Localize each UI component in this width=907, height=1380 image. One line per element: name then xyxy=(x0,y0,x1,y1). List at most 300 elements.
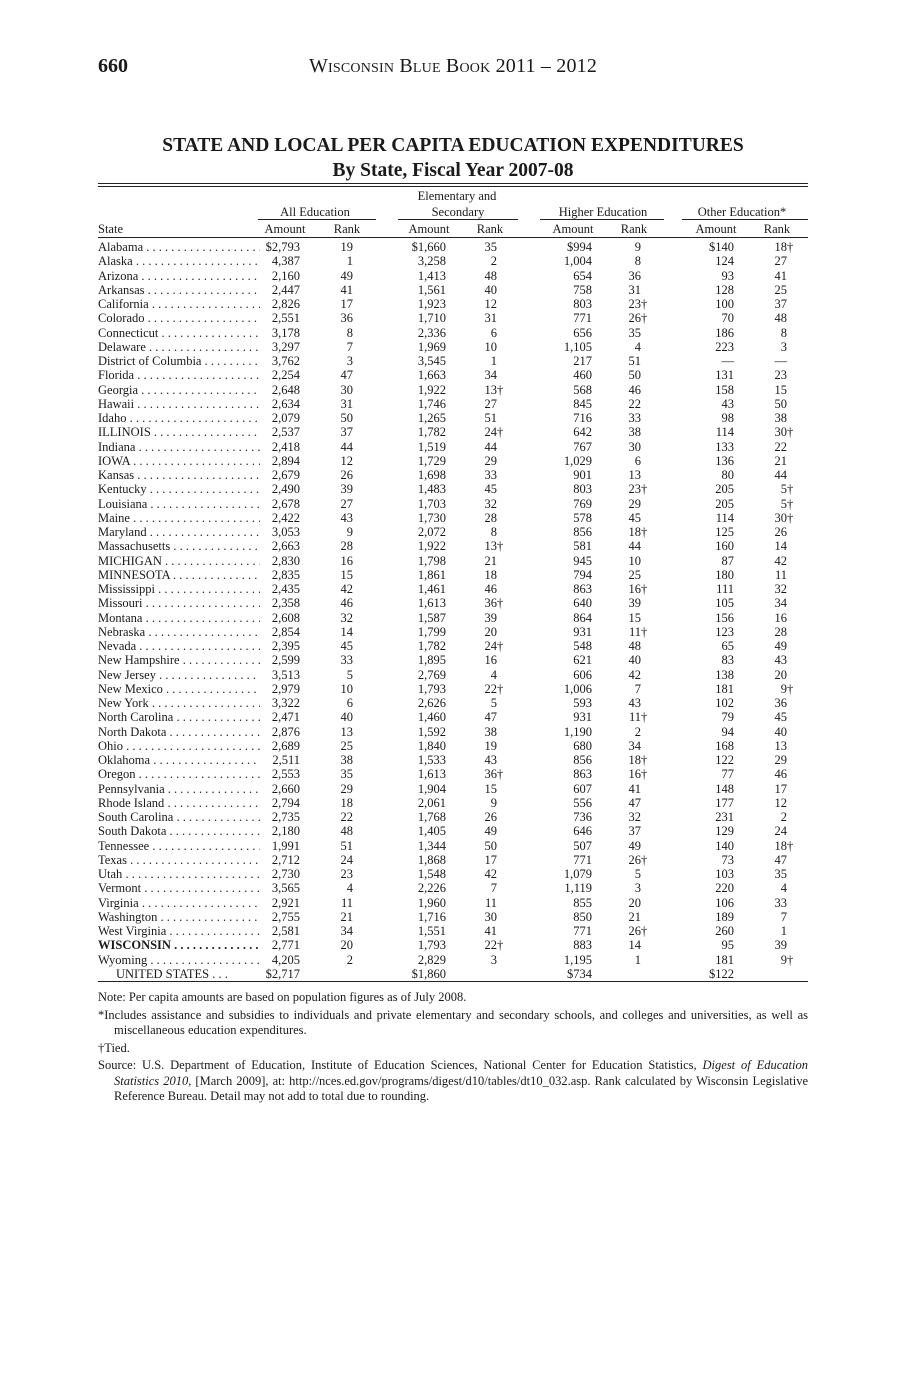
elementary-amount xyxy=(390,383,446,397)
elementary-amount-value: 1,265 xyxy=(417,411,446,425)
elementary-rank-value: 24 xyxy=(484,425,497,440)
elementary-amount xyxy=(390,924,446,938)
other-education-rank xyxy=(738,368,794,382)
higher-education-amount-value: 1,079 xyxy=(563,867,592,881)
all-education-amount-value: 2,608 xyxy=(271,610,300,625)
higher-education-amount-value: 769 xyxy=(573,496,592,511)
elementary-amount xyxy=(390,668,446,682)
elementary-amount xyxy=(390,767,446,781)
all-education-amount xyxy=(246,383,300,397)
higher-education-rank xyxy=(594,283,648,297)
elementary-rank xyxy=(450,639,504,653)
table-row xyxy=(98,554,808,568)
state-name: Montana . . . xyxy=(98,611,260,625)
elementary-rank xyxy=(450,454,504,468)
other-education-rank xyxy=(738,682,794,696)
state-name: Indiana . . . xyxy=(98,440,260,454)
source-prefix: Source: U.S. Department of Education, Institute of Education Sciences, National Center for Education Statistics, xyxy=(98,1058,703,1072)
elementary-amount xyxy=(390,340,446,354)
other-education-amount xyxy=(684,482,734,496)
all-education-rank xyxy=(304,824,360,838)
other-education-amount-value: 80 xyxy=(721,468,734,482)
higher-education-amount-value: 507 xyxy=(573,838,592,853)
all-education-rank-value: 41 xyxy=(340,282,353,297)
other-education-rank xyxy=(738,710,794,724)
higher-education-amount-value: 767 xyxy=(573,439,592,454)
all-education-rank xyxy=(304,881,360,895)
other-education-amount-value: 83 xyxy=(721,653,734,668)
higher-education-rank xyxy=(594,240,648,254)
elementary-amount-value: 1,344 xyxy=(417,838,446,853)
higher-education-rank-value: 1 xyxy=(634,952,641,967)
table-bottom-rule xyxy=(98,981,808,982)
elementary-rank-value: 21 xyxy=(484,553,497,568)
note-tied: †Tied. xyxy=(98,1040,130,1055)
other-education-rank xyxy=(738,953,794,967)
elementary-amount xyxy=(390,753,446,767)
elementary-rank-value: 2 xyxy=(490,254,497,269)
elementary-amount-value: 1,698 xyxy=(417,468,446,482)
higher-education-amount-value: 794 xyxy=(573,567,592,582)
all-education-amount xyxy=(246,326,300,340)
all-education-amount xyxy=(246,311,300,325)
state-name: Pennsylvania . . . xyxy=(98,782,260,796)
all-education-rank-value: 5 xyxy=(346,667,353,682)
higher-education-amount xyxy=(538,810,592,824)
elementary-rank-value: 10 xyxy=(484,339,497,354)
elementary-rank-value: 33 xyxy=(484,468,497,482)
all-education-rank-value: 45 xyxy=(340,639,353,653)
elementary-amount xyxy=(390,240,446,254)
state-name: Massachusetts . . . xyxy=(98,539,260,553)
elementary-rank-value: 4 xyxy=(490,667,497,682)
elementary-rank xyxy=(450,924,504,938)
elementary-amount xyxy=(390,397,446,411)
other-education-amount-value: 87 xyxy=(721,553,734,568)
all-education-amount xyxy=(246,739,300,753)
all-education-rank-value: 40 xyxy=(340,710,353,725)
higher-education-rank xyxy=(594,725,648,739)
state-name: Washington . . . xyxy=(98,910,260,924)
total-elementary-amount-value: $1,860 xyxy=(411,966,446,981)
other-education-amount-value: 93 xyxy=(721,268,734,283)
higher-education-rank-value: 39 xyxy=(628,596,641,611)
other-education-amount-value: 186 xyxy=(715,325,734,340)
higher-education-rank xyxy=(594,568,648,582)
all-education-rank xyxy=(304,297,360,311)
other-education-amount-value: 156 xyxy=(715,610,734,625)
elementary-amount-value: 1,413 xyxy=(417,268,446,283)
state-name: Maryland . . . xyxy=(98,525,260,539)
other-education-amount xyxy=(684,340,734,354)
note-population: Note: Per capita amounts are based on population figures as of July 2008. xyxy=(98,990,467,1004)
other-education-amount-value: 158 xyxy=(715,382,734,397)
elementary-rank-value: 19 xyxy=(484,738,497,753)
higher-education-rank xyxy=(594,554,648,568)
higher-education-rank-value: 37 xyxy=(628,824,641,839)
higher-education-amount-value: 803 xyxy=(573,482,592,497)
all-education-amount xyxy=(246,881,300,895)
elementary-amount-value: 1,405 xyxy=(417,824,446,839)
higher-education-rank xyxy=(594,696,648,710)
all-education-amount-value: 2,678 xyxy=(271,496,300,511)
higher-education-rank-value: 14 xyxy=(628,938,641,953)
higher-education-amount xyxy=(538,938,592,952)
all-education-rank xyxy=(304,938,360,952)
source-title: Digest of Education Statistics 2010, xyxy=(114,1058,808,1088)
all-education-amount-value: 4,205 xyxy=(271,952,300,967)
state-name: North Carolina . . . xyxy=(98,710,260,724)
table-row xyxy=(98,796,808,810)
higher-education-amount xyxy=(538,611,592,625)
higher-education-amount-value: 901 xyxy=(573,468,592,482)
higher-education-amount xyxy=(538,682,592,696)
elementary-rank xyxy=(450,696,504,710)
all-education-rank xyxy=(304,596,360,610)
table-row xyxy=(98,582,808,596)
elementary-rank xyxy=(450,810,504,824)
elementary-rank-value: 36 xyxy=(484,767,497,782)
elementary-rank xyxy=(450,539,504,553)
other-education-rank-value: 45 xyxy=(774,710,787,725)
other-education-rank xyxy=(738,810,794,824)
all-education-rank-value: 39 xyxy=(340,482,353,497)
other-education-amount xyxy=(684,611,734,625)
other-education-rank-value: 34 xyxy=(774,596,787,611)
elementary-rank xyxy=(450,311,504,325)
all-education-rank-value: 1 xyxy=(346,254,353,269)
table-row xyxy=(98,468,808,482)
higher-education-amount-value: $994 xyxy=(567,240,592,254)
state-name: Kentucky . . . xyxy=(98,482,260,496)
higher-education-rank xyxy=(594,425,648,439)
higher-education-rank-value: 2 xyxy=(634,724,641,739)
higher-education-rank-value: 50 xyxy=(628,368,641,383)
higher-education-amount-value: 945 xyxy=(573,553,592,568)
other-education-amount xyxy=(684,753,734,767)
elementary-amount-value: 1,746 xyxy=(417,396,446,411)
all-education-amount-value: 2,395 xyxy=(271,639,300,653)
other-education-rank-value: 39 xyxy=(774,938,787,953)
table-row xyxy=(98,525,808,539)
elementary-amount xyxy=(390,853,446,867)
other-education-rank-value: 25 xyxy=(774,282,787,297)
all-education-rank-value: 17 xyxy=(340,297,353,311)
other-education-rank xyxy=(738,611,794,625)
elementary-rank-value: 30 xyxy=(484,909,497,924)
all-education-amount xyxy=(246,696,300,710)
elementary-amount xyxy=(390,454,446,468)
higher-education-rank xyxy=(594,653,648,667)
higher-education-rank-value: 15 xyxy=(628,610,641,625)
higher-education-amount-value: 656 xyxy=(573,325,592,340)
elementary-amount xyxy=(390,297,446,311)
other-education-amount-value: 223 xyxy=(715,339,734,354)
higher-education-rank-value: 3 xyxy=(634,881,641,896)
elementary-amount-value: 1,729 xyxy=(417,453,446,468)
elementary-rank-value: 42 xyxy=(484,867,497,881)
higher-education-amount xyxy=(538,596,592,610)
all-education-rank-value: 25 xyxy=(340,738,353,753)
all-education-rank-value: 32 xyxy=(340,610,353,625)
other-education-amount xyxy=(684,354,734,368)
other-education-amount-value: 220 xyxy=(715,881,734,896)
all-education-amount-value: 2,689 xyxy=(271,738,300,753)
all-education-amount xyxy=(246,340,300,354)
higher-education-amount xyxy=(538,582,592,596)
higher-education-amount-value: 556 xyxy=(573,795,592,810)
other-education-amount xyxy=(684,283,734,297)
tie-marker: † xyxy=(497,382,504,397)
other-education-amount-value: 124 xyxy=(715,254,734,269)
all-education-rank xyxy=(304,767,360,781)
elementary-rank-value: 7 xyxy=(490,881,497,896)
elementary-rank xyxy=(450,881,504,895)
other-education-amount-value: 180 xyxy=(715,567,734,582)
all-education-rank xyxy=(304,653,360,667)
state-name: California . . . xyxy=(98,297,260,311)
all-education-rank xyxy=(304,539,360,553)
higher-education-rank-value: 23 xyxy=(628,297,641,311)
column-header-el-amount: Amount xyxy=(408,222,450,236)
higher-education-rank xyxy=(594,383,648,397)
elementary-rank-value: 45 xyxy=(484,482,497,497)
all-education-rank-value: 2 xyxy=(346,952,353,967)
elementary-rank-value: 24 xyxy=(484,639,497,653)
elementary-amount-value: 1,768 xyxy=(417,810,446,824)
elementary-rank-value: 27 xyxy=(484,396,497,411)
all-education-rank-value: 6 xyxy=(346,696,353,710)
other-education-rank-value: 1 xyxy=(780,924,787,938)
table-title-main: STATE AND LOCAL PER CAPITA EDUCATION EXPENDITURES xyxy=(162,135,744,156)
other-education-rank-value: 5 xyxy=(780,482,787,497)
elementary-amount xyxy=(390,739,446,753)
all-education-rank xyxy=(304,340,360,354)
all-education-rank-value: 10 xyxy=(340,681,353,696)
state-name: Delaware . . . xyxy=(98,340,260,354)
other-education-amount xyxy=(684,554,734,568)
higher-education-amount-value: 863 xyxy=(573,582,592,596)
state-name: Mississippi . . . xyxy=(98,582,260,596)
all-education-rank-value: 22 xyxy=(340,810,353,824)
elementary-rank-value: 41 xyxy=(484,924,497,938)
all-education-amount-value: 2,537 xyxy=(271,425,300,440)
source-suffix: [March 2009], at: http://nces.ed.gov/programs/digest/d10/tables/dt10_032.asp. Rank calculated by Wisconsin Legislative Reference Bureau. Detail may not add to total due to rounding. xyxy=(114,1073,808,1103)
all-education-rank xyxy=(304,525,360,539)
table-row xyxy=(98,568,808,582)
other-education-rank xyxy=(738,668,794,682)
elementary-rank-value: 46 xyxy=(484,582,497,596)
other-education-amount-value: 133 xyxy=(715,439,734,454)
group-header-all-education: All Education xyxy=(280,205,350,219)
header-bottom-rule xyxy=(98,237,808,238)
table-title-sub: By State, Fiscal Year 2007-08 xyxy=(332,160,574,181)
other-education-rank xyxy=(738,839,794,853)
table-row xyxy=(98,625,808,639)
table-row xyxy=(98,311,808,325)
state-name: MICHIGAN . . . xyxy=(98,554,260,568)
note-asterisk: *Includes assistance and subsidies to individuals and private elementary and secondary schools, and colleges and universities, as well as miscellaneous education expenditures. xyxy=(98,1007,808,1037)
elementary-rank-value: 12 xyxy=(484,297,497,311)
elementary-amount xyxy=(390,810,446,824)
table-row xyxy=(98,853,808,867)
all-education-amount-value: 2,921 xyxy=(271,895,300,910)
elementary-amount-value: 1,922 xyxy=(417,382,446,397)
all-education-amount-value: 2,581 xyxy=(271,924,300,938)
higher-education-amount xyxy=(538,867,592,881)
higher-education-amount xyxy=(538,440,592,454)
state-name: ILLINOIS . . . xyxy=(98,425,260,439)
elementary-amount-value: 2,626 xyxy=(417,696,446,710)
table-row xyxy=(98,881,808,895)
other-education-rank-value: 4 xyxy=(780,881,787,896)
elementary-rank xyxy=(450,938,504,952)
other-education-rank-value: — xyxy=(774,354,787,368)
other-education-amount xyxy=(684,582,734,596)
elementary-rank xyxy=(450,497,504,511)
elementary-amount xyxy=(390,468,446,482)
higher-education-amount-value: 568 xyxy=(573,382,592,397)
elementary-amount xyxy=(390,953,446,967)
all-education-amount-value: 2,079 xyxy=(271,411,300,425)
total-all-amount xyxy=(246,967,300,981)
all-education-rank xyxy=(304,639,360,653)
all-education-amount xyxy=(246,539,300,553)
other-education-rank xyxy=(738,725,794,739)
state-name: WISCONSIN . . . xyxy=(98,938,260,952)
higher-education-amount-value: 640 xyxy=(573,596,592,611)
elementary-rank-value: 35 xyxy=(484,240,497,254)
other-education-rank-value: 14 xyxy=(774,539,787,554)
other-education-amount xyxy=(684,881,734,895)
other-education-rank xyxy=(738,340,794,354)
higher-education-amount-value: 1,004 xyxy=(563,254,592,269)
elementary-amount xyxy=(390,269,446,283)
elementary-amount-value: 1,895 xyxy=(417,653,446,668)
state-name: Nebraska . . . xyxy=(98,625,260,639)
elementary-rank xyxy=(450,653,504,667)
elementary-amount-value: 1,561 xyxy=(417,282,446,297)
other-education-amount-value: 168 xyxy=(715,738,734,753)
higher-education-amount-value: 548 xyxy=(573,639,592,653)
other-education-rank xyxy=(738,297,794,311)
all-education-rank xyxy=(304,482,360,496)
other-education-rank xyxy=(738,511,794,525)
state-name: Oklahoma . . . xyxy=(98,753,260,767)
higher-education-amount xyxy=(538,397,592,411)
higher-education-rank-value: 11 xyxy=(628,624,641,639)
state-name: Missouri . . . xyxy=(98,596,260,610)
other-education-rank-value: 5 xyxy=(780,496,787,511)
all-education-amount-value: 2,551 xyxy=(271,311,300,326)
other-education-amount xyxy=(684,696,734,710)
elementary-amount-value: 1,587 xyxy=(417,610,446,625)
higher-education-rank-value: 9 xyxy=(634,240,641,254)
higher-education-rank xyxy=(594,468,648,482)
higher-education-amount-value: 845 xyxy=(573,396,592,411)
other-education-amount xyxy=(684,568,734,582)
all-education-rank xyxy=(304,953,360,967)
all-education-rank xyxy=(304,739,360,753)
elementary-amount xyxy=(390,525,446,539)
all-education-amount xyxy=(246,468,300,482)
all-education-amount xyxy=(246,525,300,539)
total-row xyxy=(98,967,808,981)
elementary-amount-value: 1,793 xyxy=(417,681,446,696)
higher-education-rank-value: 35 xyxy=(628,325,641,340)
higher-education-amount xyxy=(538,525,592,539)
column-header-el-rank: Rank xyxy=(476,222,504,236)
all-education-rank-value: 29 xyxy=(340,781,353,796)
higher-education-rank xyxy=(594,796,648,810)
elementary-rank xyxy=(450,824,504,838)
other-education-rank-value: 21 xyxy=(774,453,787,468)
elementary-amount xyxy=(390,311,446,325)
higher-education-rank-value: 22 xyxy=(628,396,641,411)
other-education-rank-value: 35 xyxy=(774,867,787,881)
column-header-ot-rank: Rank xyxy=(763,222,791,236)
elementary-rank xyxy=(450,839,504,853)
other-education-amount-value: 136 xyxy=(715,453,734,468)
elementary-amount-value: 1,663 xyxy=(417,368,446,383)
other-education-amount-value: 231 xyxy=(715,810,734,824)
elementary-amount-value: 1,613 xyxy=(417,767,446,782)
elementary-rank-value: 51 xyxy=(484,411,497,425)
table-row xyxy=(98,340,808,354)
all-education-amount xyxy=(246,710,300,724)
other-education-rank-value: 28 xyxy=(774,624,787,639)
elementary-amount-value: 1,703 xyxy=(417,496,446,511)
other-education-amount xyxy=(684,796,734,810)
elementary-amount xyxy=(390,554,446,568)
higher-education-rank xyxy=(594,938,648,952)
all-education-amount-value: 2,358 xyxy=(271,596,300,611)
higher-education-rank-value: 4 xyxy=(634,339,641,354)
other-education-rank xyxy=(738,269,794,283)
all-education-rank-value: 36 xyxy=(340,311,353,326)
all-education-amount xyxy=(246,254,300,268)
higher-education-amount xyxy=(538,881,592,895)
tie-marker: † xyxy=(641,924,648,938)
other-education-amount xyxy=(684,625,734,639)
elementary-rank xyxy=(450,953,504,967)
higher-education-rank-value: 40 xyxy=(628,653,641,668)
higher-education-amount xyxy=(538,639,592,653)
elementary-rank xyxy=(450,554,504,568)
higher-education-rank-value: 33 xyxy=(628,411,641,425)
higher-education-amount-value: 1,029 xyxy=(563,453,592,468)
other-education-amount xyxy=(684,440,734,454)
all-education-amount-value: 3,565 xyxy=(271,881,300,896)
group-header-elementary-line2: Secondary xyxy=(431,205,485,219)
all-education-rank xyxy=(304,782,360,796)
higher-education-rank-value: 8 xyxy=(634,254,641,269)
other-education-amount-value: 123 xyxy=(715,624,734,639)
other-education-amount-value: 260 xyxy=(715,924,734,938)
all-education-rank-value: 33 xyxy=(340,653,353,668)
elementary-rank-value: 17 xyxy=(484,852,497,867)
group-underline-other xyxy=(682,219,808,220)
elementary-amount xyxy=(390,582,446,596)
higher-education-amount xyxy=(538,710,592,724)
other-education-amount-value: 181 xyxy=(715,952,734,967)
all-education-amount-value: 3,322 xyxy=(271,696,300,710)
other-education-amount-value: 94 xyxy=(721,724,734,739)
column-header-state: State xyxy=(98,222,123,236)
other-education-amount-value: 125 xyxy=(715,525,734,539)
higher-education-amount xyxy=(538,896,592,910)
higher-education-amount xyxy=(538,411,592,425)
